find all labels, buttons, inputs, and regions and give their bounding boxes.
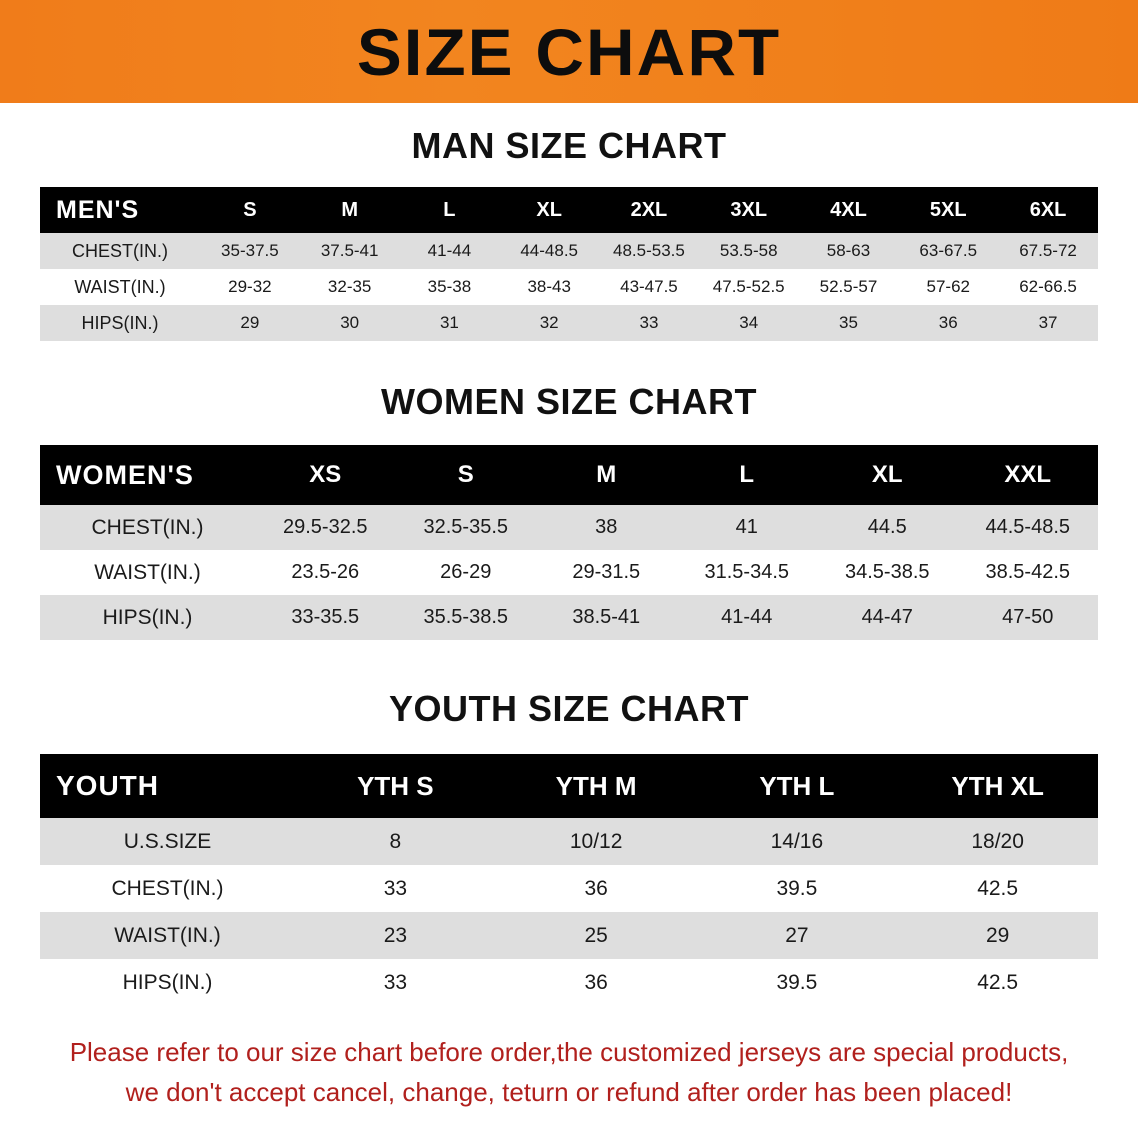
table-row <box>40 550 1098 595</box>
row-label: CHEST(IN.) <box>40 233 200 269</box>
table-cell: 29-32 <box>200 269 300 305</box>
table-cell: 33-35.5 <box>255 595 396 640</box>
youth-size-table <box>40 754 1098 1006</box>
row-label: HIPS(IN.) <box>40 305 200 341</box>
table-cell: 38.5-41 <box>536 595 677 640</box>
table-cell: 53.5-58 <box>699 233 799 269</box>
table-cell: 37 <box>998 305 1098 341</box>
table-cell: 29 <box>897 912 1098 959</box>
man-size-table-wrapper <box>0 187 1138 341</box>
table-cell: 25 <box>496 912 697 959</box>
table-cell: 33 <box>295 959 496 1006</box>
table-row <box>40 269 1098 305</box>
table-row <box>40 865 1098 912</box>
table-corner-label: YOUTH <box>40 754 295 818</box>
table-cell: 42.5 <box>897 865 1098 912</box>
women-size-table-wrapper <box>0 445 1138 640</box>
column-header: M <box>300 187 400 233</box>
table-cell: 42.5 <box>897 959 1098 1006</box>
column-header: 5XL <box>898 187 998 233</box>
table-cell: 57-62 <box>898 269 998 305</box>
table-cell: 36 <box>898 305 998 341</box>
table-cell: 38 <box>536 505 677 550</box>
note-line-2: we don't accept cancel, change, teturn or refund after order has been placed! <box>125 1077 1013 1108</box>
man-size-table <box>40 187 1098 341</box>
table-cell: 35 <box>799 305 899 341</box>
table-cell: 63-67.5 <box>898 233 998 269</box>
table-cell: 44-48.5 <box>499 233 599 269</box>
row-label: WAIST(IN.) <box>40 269 200 305</box>
row-label: HIPS(IN.) <box>40 959 295 1006</box>
table-cell: 35.5-38.5 <box>396 595 537 640</box>
column-header: S <box>396 445 537 505</box>
table-row <box>40 959 1098 1006</box>
column-header: 4XL <box>799 187 899 233</box>
table-cell: 31 <box>400 305 500 341</box>
column-header: 3XL <box>699 187 799 233</box>
order-policy-note <box>38 1032 1100 1113</box>
column-header: L <box>400 187 500 233</box>
table-cell: 35-38 <box>400 269 500 305</box>
table-cell: 34.5-38.5 <box>817 550 958 595</box>
column-header: L <box>677 445 818 505</box>
column-header: YTH M <box>496 754 697 818</box>
table-cell: 44.5 <box>817 505 958 550</box>
row-label: WAIST(IN.) <box>40 912 295 959</box>
page-title: SIZE CHART <box>356 14 782 89</box>
man-section-title: MAN SIZE CHART <box>411 125 727 166</box>
table-cell: 26-29 <box>396 550 537 595</box>
row-label: CHEST(IN.) <box>40 865 295 912</box>
column-header: XS <box>255 445 396 505</box>
column-header: YTH XL <box>897 754 1098 818</box>
row-label: WAIST(IN.) <box>40 550 255 595</box>
table-cell: 33 <box>295 865 496 912</box>
table-cell: 38.5-42.5 <box>958 550 1099 595</box>
note-line-1: Please refer to our size chart before order,the customized jerseys are special products, <box>69 1037 1069 1067</box>
row-label: CHEST(IN.) <box>40 505 255 550</box>
youth-section-title: YOUTH SIZE CHART <box>388 688 749 729</box>
table-cell: 39.5 <box>697 959 898 1006</box>
column-header: XL <box>817 445 958 505</box>
row-label: U.S.SIZE <box>40 818 295 865</box>
table-cell: 44-47 <box>817 595 958 640</box>
column-header: 2XL <box>599 187 699 233</box>
table-cell: 8 <box>295 818 496 865</box>
table-cell: 43-47.5 <box>599 269 699 305</box>
table-corner-label: WOMEN'S <box>40 445 255 505</box>
column-header: M <box>536 445 677 505</box>
table-cell: 33 <box>599 305 699 341</box>
youth-size-table-wrapper <box>0 754 1138 1006</box>
table-cell: 62-66.5 <box>998 269 1098 305</box>
table-cell: 38-43 <box>499 269 599 305</box>
table-cell: 41-44 <box>677 595 818 640</box>
table-header-row <box>40 187 1098 233</box>
table-cell: 32 <box>499 305 599 341</box>
table-cell: 36 <box>496 959 697 1006</box>
table-header-row <box>40 754 1098 818</box>
table-cell: 14/16 <box>697 818 898 865</box>
table-cell: 29-31.5 <box>536 550 677 595</box>
table-cell: 31.5-34.5 <box>677 550 818 595</box>
table-cell: 41 <box>677 505 818 550</box>
column-header: XXL <box>958 445 1099 505</box>
table-cell: 44.5-48.5 <box>958 505 1099 550</box>
table-cell: 48.5-53.5 <box>599 233 699 269</box>
table-cell: 32.5-35.5 <box>396 505 537 550</box>
table-cell: 58-63 <box>799 233 899 269</box>
column-header: 6XL <box>998 187 1098 233</box>
table-cell: 67.5-72 <box>998 233 1098 269</box>
table-cell: 27 <box>697 912 898 959</box>
table-cell: 37.5-41 <box>300 233 400 269</box>
table-cell: 23 <box>295 912 496 959</box>
table-cell: 39.5 <box>697 865 898 912</box>
table-cell: 10/12 <box>496 818 697 865</box>
table-row <box>40 595 1098 640</box>
column-header: YTH S <box>295 754 496 818</box>
table-cell: 23.5-26 <box>255 550 396 595</box>
column-header: S <box>200 187 300 233</box>
table-corner-label: MEN'S <box>40 187 200 233</box>
table-row <box>40 505 1098 550</box>
column-header: XL <box>499 187 599 233</box>
table-header-row <box>40 445 1098 505</box>
table-row <box>40 305 1098 341</box>
table-cell: 52.5-57 <box>799 269 899 305</box>
table-cell: 36 <box>496 865 697 912</box>
table-cell: 41-44 <box>400 233 500 269</box>
header-banner <box>0 0 1138 103</box>
table-cell: 35-37.5 <box>200 233 300 269</box>
table-row <box>40 818 1098 865</box>
table-cell: 29 <box>200 305 300 341</box>
table-row <box>40 912 1098 959</box>
table-cell: 47-50 <box>958 595 1099 640</box>
table-cell: 32-35 <box>300 269 400 305</box>
table-cell: 30 <box>300 305 400 341</box>
column-header: YTH L <box>697 754 898 818</box>
women-size-table <box>40 445 1098 640</box>
row-label: HIPS(IN.) <box>40 595 255 640</box>
table-cell: 47.5-52.5 <box>699 269 799 305</box>
table-row <box>40 233 1098 269</box>
table-cell: 18/20 <box>897 818 1098 865</box>
table-cell: 34 <box>699 305 799 341</box>
women-section-title: WOMEN SIZE CHART <box>381 381 757 422</box>
table-cell: 29.5-32.5 <box>255 505 396 550</box>
